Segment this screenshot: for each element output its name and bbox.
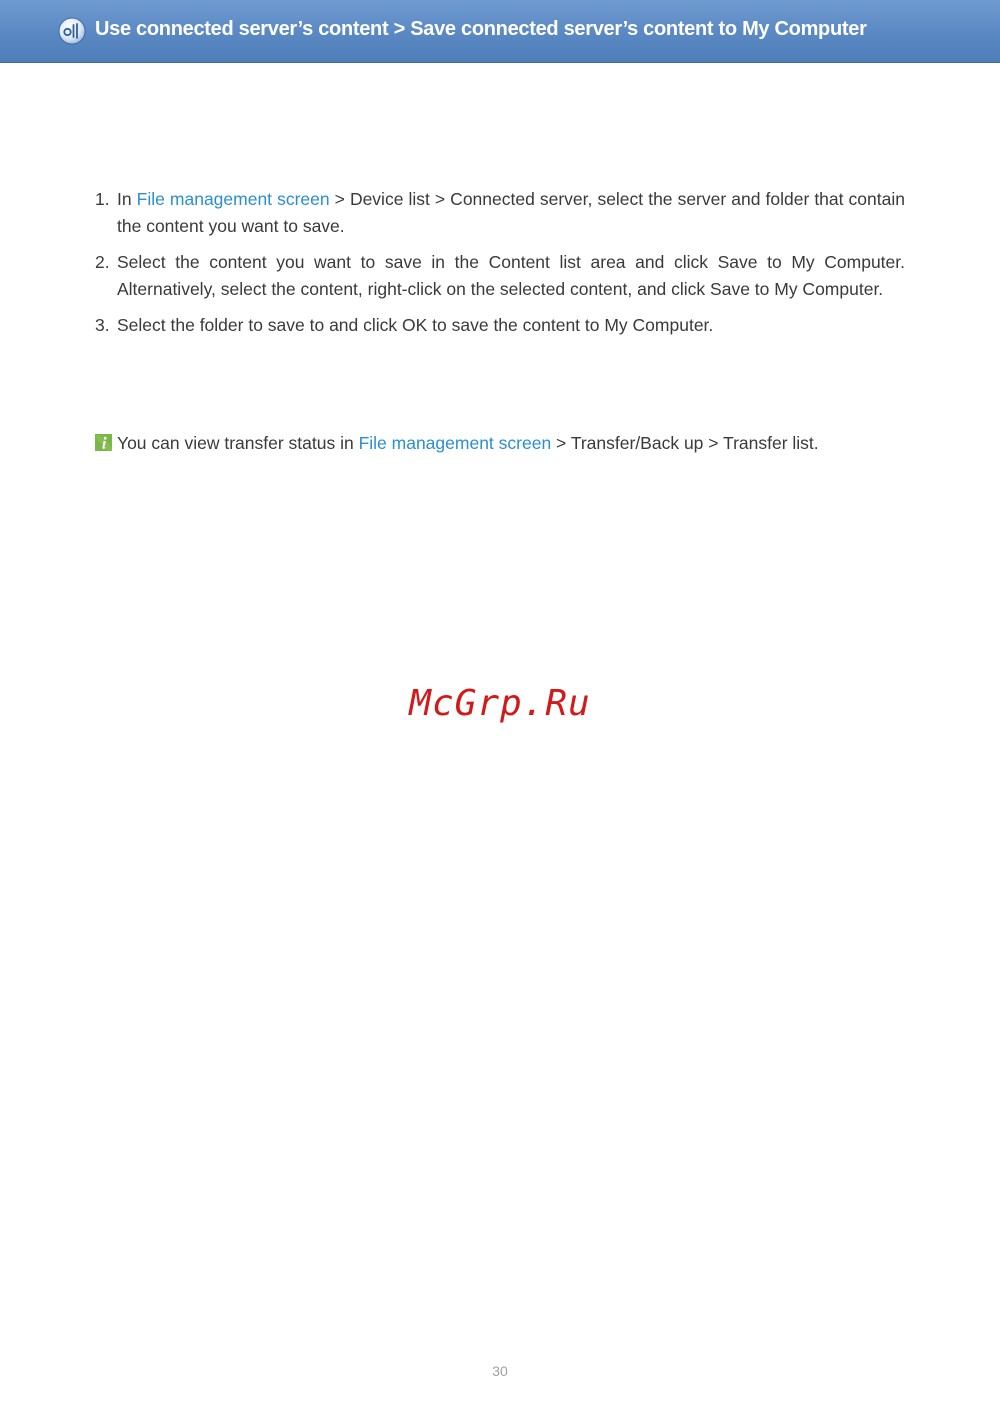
info-note-icon: [95, 432, 112, 449]
step-text: Select the content you want to save in the Content list area and click Save to My Computer. Alternatively, select the content, right-click on the selected content, and click Save to My Computer.: [117, 252, 905, 299]
page-title: Use connected server’s content > Save connected server’s content to My Computer: [95, 18, 867, 40]
transfer-status-note: [95, 430, 819, 457]
file-management-screen-link[interactable]: File management screen: [358, 433, 552, 453]
step-text-prefix: In: [117, 189, 137, 209]
step-item-1: [95, 186, 905, 240]
step-number: 1.: [95, 189, 110, 209]
note-text-suffix: > Transfer/Back up > Transfer list.: [551, 433, 819, 453]
step-list: [95, 186, 905, 348]
page-number: 30: [492, 1363, 508, 1379]
step-number: 2.: [95, 252, 110, 272]
allshare-app-icon: [57, 16, 87, 46]
note-text-prefix: You can view transfer status in: [117, 433, 359, 453]
page-header: [0, 0, 1000, 63]
step-text-suffix: > Device list > Connected server, select the server and folder that contain the content you want to save.: [117, 189, 905, 236]
file-management-screen-link[interactable]: File management screen: [136, 189, 330, 209]
step-text: Select the folder to save to and click OK to save the content to My Computer.: [117, 315, 714, 335]
step-item-3: [95, 312, 905, 339]
watermark: McGrp.Ru: [409, 683, 591, 724]
step-number: 3.: [95, 315, 110, 335]
step-item-2: [95, 249, 905, 303]
